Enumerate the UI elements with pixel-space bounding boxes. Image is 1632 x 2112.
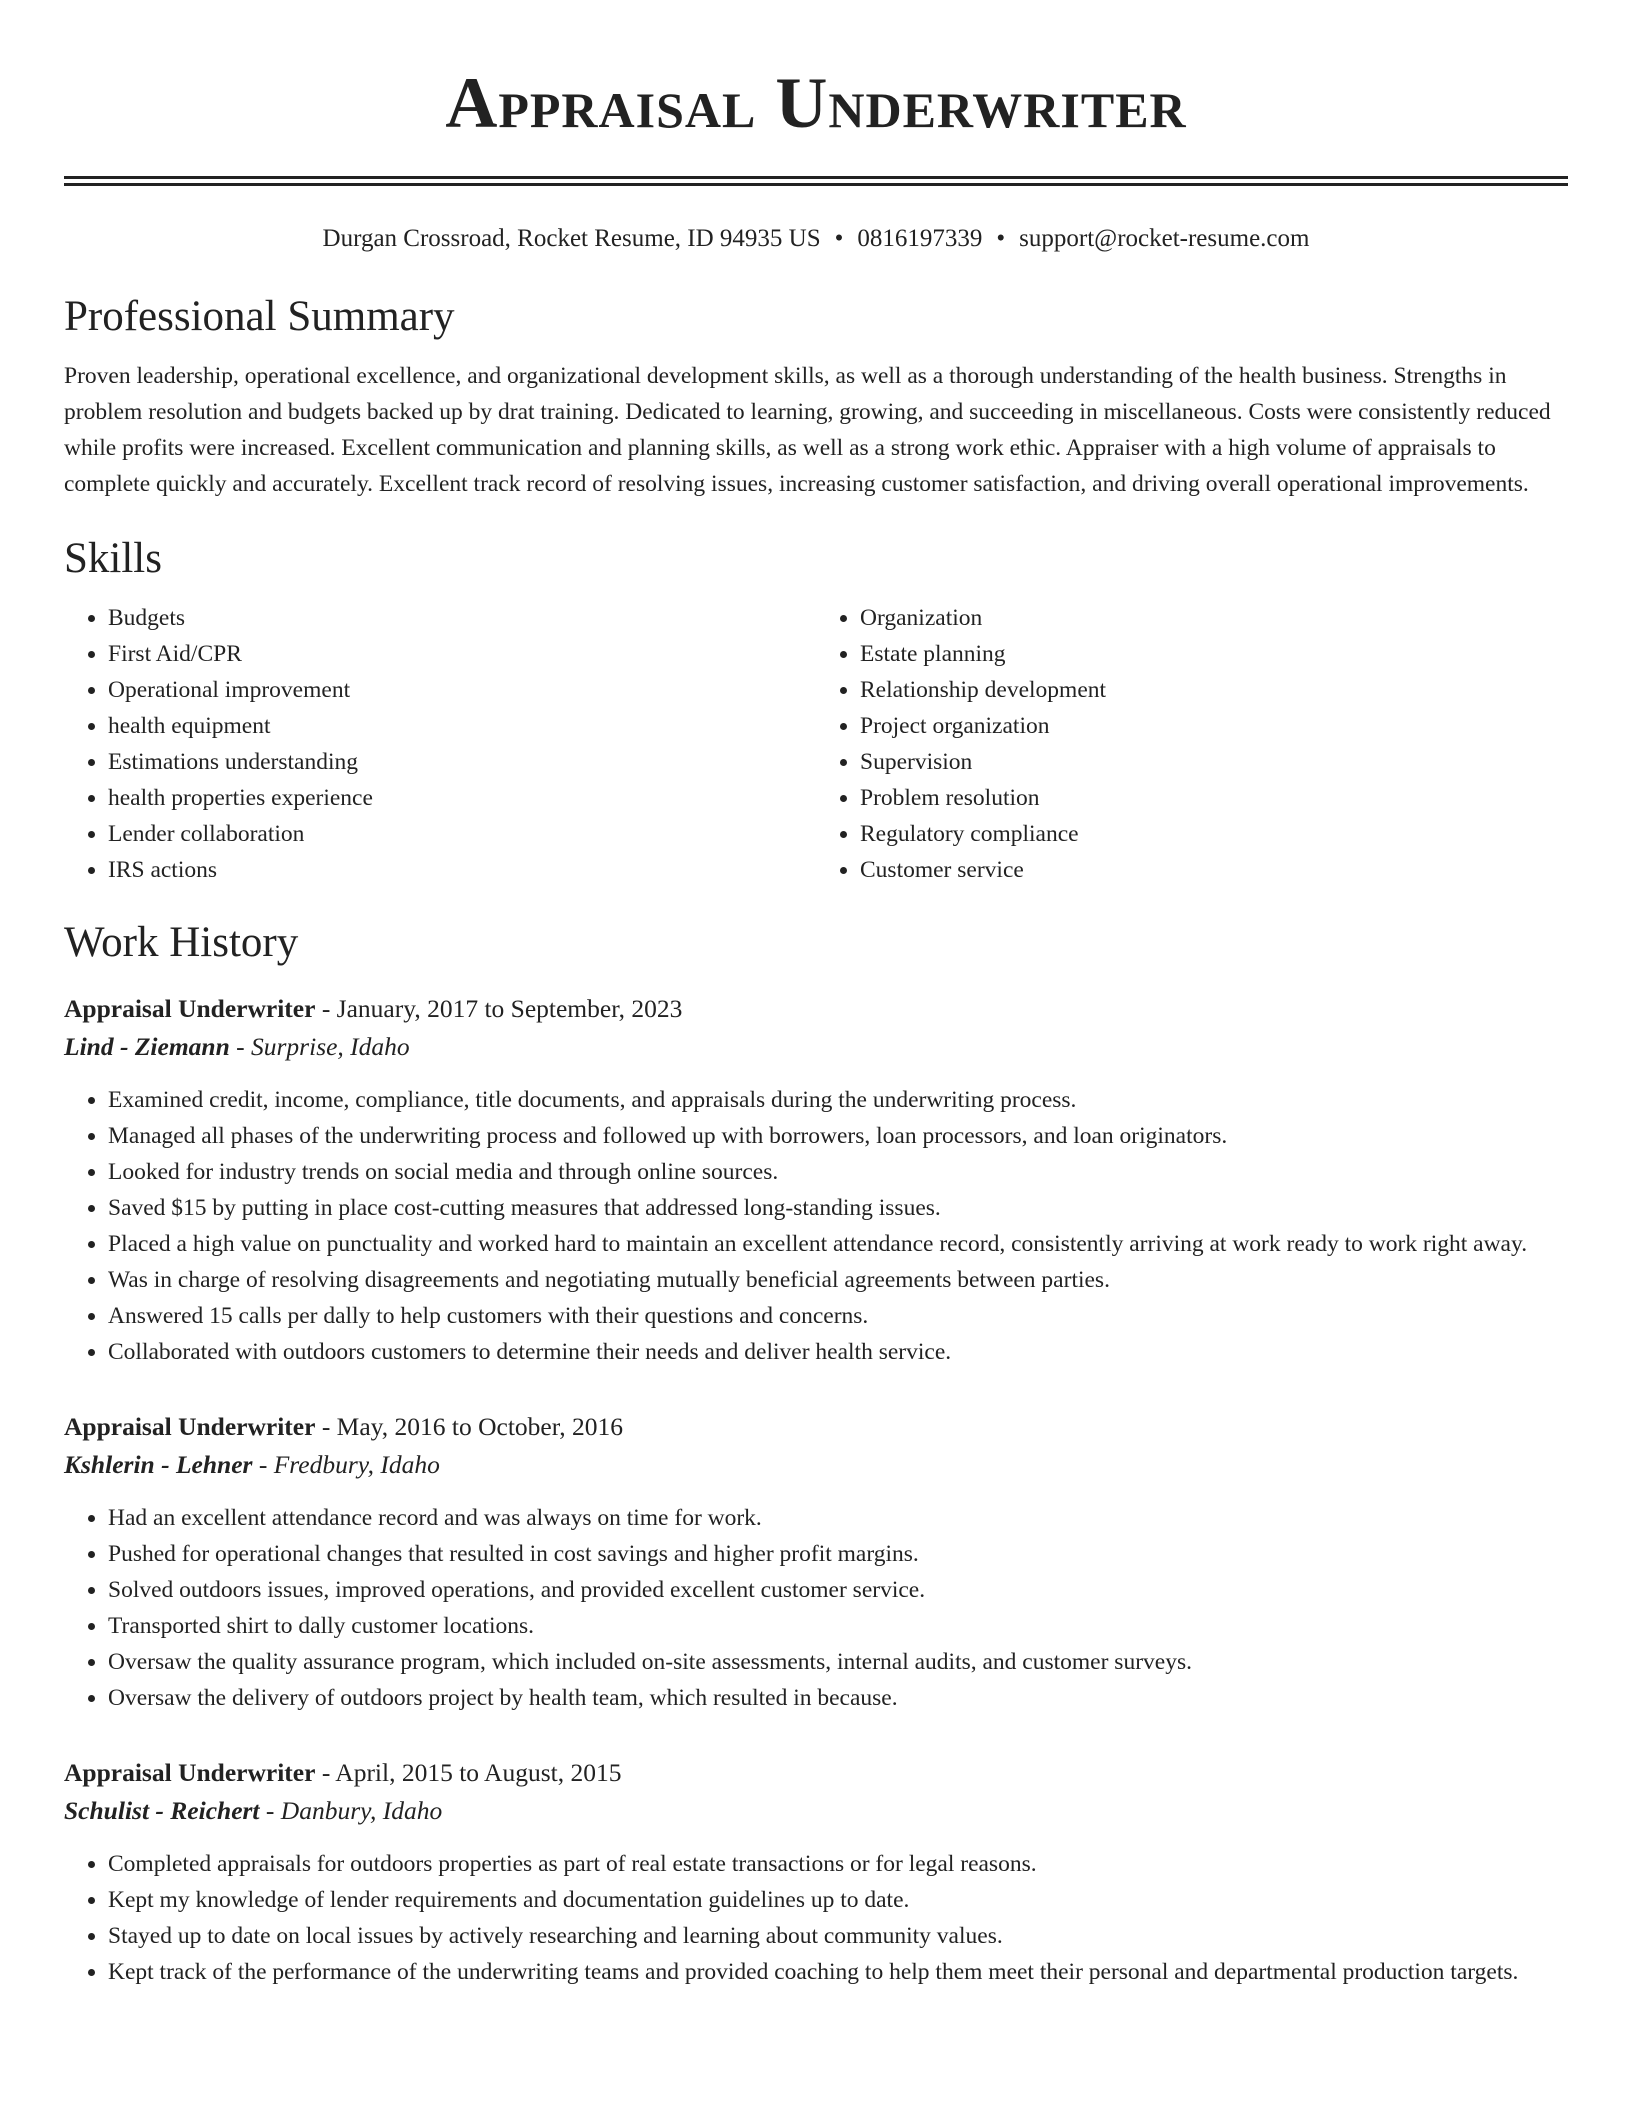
- skill-item: • Relationship development: [860, 672, 1568, 708]
- job-bullet: • Completed appraisals for outdoors properties as part of real estate transactions or for legal reasons.: [108, 1846, 1568, 1882]
- skill-item: • Budgets: [108, 600, 816, 636]
- skill-item: • First Aid/CPR: [108, 636, 816, 672]
- skill-item: • Project organization: [860, 708, 1568, 744]
- job-company-line: [64, 1792, 1568, 1830]
- job-bullets: [64, 1082, 1568, 1370]
- job-company: Lind - Ziemann: [64, 1032, 230, 1061]
- job-company: Schulist - Reichert: [64, 1796, 260, 1825]
- job-bullet: • Looked for industry trends on social media and through online sources.: [108, 1154, 1568, 1190]
- job-bullets: [64, 1846, 1568, 1990]
- contact-phone: 0816197339: [857, 225, 983, 252]
- resume-name: Appraisal Underwriter: [445, 63, 1187, 143]
- job-header: [64, 1754, 1568, 1792]
- job-bullets: [64, 1500, 1568, 1716]
- resume-page: [64, 0, 1568, 1990]
- contact-separator: •: [996, 225, 1006, 252]
- skill-item: • Operational improvement: [108, 672, 816, 708]
- skill-item: • Organization: [860, 600, 1568, 636]
- contact-address: Durgan Crossroad, Rocket Resume, ID 94935 US: [322, 225, 821, 252]
- job-dates: - April, 2015 to August, 2015: [315, 1758, 622, 1787]
- skill-item: • Estimations understanding: [108, 744, 816, 780]
- contact-email: support@rocket-resume.com: [1019, 225, 1310, 252]
- job-bullet: • Managed all phases of the underwriting process and followed up with borrowers, loan processors, and loan originators.: [108, 1118, 1568, 1154]
- job-bullet: • Collaborated with outdoors customers to determine their needs and deliver health service.: [108, 1334, 1568, 1370]
- job-bullet: • Kept track of the performance of the underwriting teams and provided coaching to help them meet their personal and departmental production targets.: [108, 1954, 1568, 1990]
- job-entry: [64, 990, 1568, 1370]
- summary-text: Proven leadership, operational excellence, and organizational development skills, as well as a thorough understanding of the health business. Strengths in problem resolution and budgets backed up by drat training. Dedicated to learning, growing, and succeeding in miscellaneous. Costs were consistently reduced while profits were increased. Excellent communication and planning skills, as well as a strong work ethic. Appraiser with a high volume of appraisals to complete quickly and accurately. Excellent track record of resolving issues, increasing customer satisfaction, and driving overall operational improvements.: [64, 363, 1551, 497]
- job-dates: - May, 2016 to October, 2016: [315, 1412, 623, 1441]
- contact-separator: •: [834, 225, 844, 252]
- skill-item: • Customer service: [860, 852, 1568, 888]
- skill-item: • health equipment: [108, 708, 816, 744]
- job-company: Kshlerin - Lehner: [64, 1450, 253, 1479]
- job-role: Appraisal Underwriter: [64, 994, 316, 1023]
- job-bullet: • Solved outdoors issues, improved operations, and provided excellent customer service.: [108, 1572, 1568, 1608]
- job-location: - Danbury, Idaho: [259, 1796, 443, 1825]
- skills-left-list: [64, 600, 816, 888]
- skill-item: • Lender collaboration: [108, 816, 816, 852]
- job-bullet: • Stayed up to date on local issues by actively researching and learning about community values.: [108, 1918, 1568, 1954]
- job-entry: [64, 1408, 1568, 1716]
- job-location: - Fredbury, Idaho: [252, 1450, 440, 1479]
- job-company-line: [64, 1028, 1568, 1066]
- job-bullet: • Kept my knowledge of lender requirements and documentation guidelines up to date.: [108, 1882, 1568, 1918]
- job-bullet: • Transported shirt to dally customer locations.: [108, 1608, 1568, 1644]
- job-role: Appraisal Underwriter: [64, 1758, 316, 1787]
- job-bullet: • Pushed for operational changes that resulted in cost savings and higher profit margins.: [108, 1536, 1568, 1572]
- skill-item: • health properties experience: [108, 780, 816, 816]
- job-bullet: • Placed a high value on punctuality and worked hard to maintain an excellent attendance record, consistently arriving at work ready to work right away.: [108, 1226, 1568, 1262]
- skill-item: • IRS actions: [108, 852, 816, 888]
- contact-line: [64, 222, 1568, 256]
- job-role: Appraisal Underwriter: [64, 1412, 316, 1441]
- skill-item: • Estate planning: [860, 636, 1568, 672]
- job-bullet: • Saved $15 by putting in place cost-cutting measures that addressed long-standing issues.: [108, 1190, 1568, 1226]
- skills-heading: Skills: [64, 535, 162, 582]
- job-bullet: • Was in charge of resolving disagreements and negotiating mutually beneficial agreements between parties.: [108, 1262, 1568, 1298]
- work-history-heading: Work History: [64, 919, 299, 966]
- job-company-line: [64, 1446, 1568, 1484]
- job-bullet: • Examined credit, income, compliance, title documents, and appraisals during the underwriting process.: [108, 1082, 1568, 1118]
- skills-right-list: [816, 600, 1568, 888]
- job-location: - Surprise, Idaho: [229, 1032, 410, 1061]
- job-bullet: • Had an excellent attendance record and was always on time for work.: [108, 1500, 1568, 1536]
- job-bullet: • Oversaw the quality assurance program, which included on-site assessments, internal audits, and customer surveys.: [108, 1644, 1568, 1680]
- job-bullet: • Answered 15 calls per dally to help customers with their questions and concerns.: [108, 1298, 1568, 1334]
- skill-item: • Problem resolution: [860, 780, 1568, 816]
- job-bullet: • Oversaw the delivery of outdoors project by health team, which resulted in because.: [108, 1680, 1568, 1716]
- skill-item: • Regulatory compliance: [860, 816, 1568, 852]
- skill-item: • Supervision: [860, 744, 1568, 780]
- summary-heading: Professional Summary: [64, 293, 455, 340]
- skills-columns: [64, 600, 1568, 888]
- job-header: [64, 1408, 1568, 1446]
- job-entry: [64, 1754, 1568, 1990]
- job-header: [64, 990, 1568, 1028]
- job-dates: - January, 2017 to September, 2023: [315, 994, 683, 1023]
- header-divider: [64, 176, 1568, 186]
